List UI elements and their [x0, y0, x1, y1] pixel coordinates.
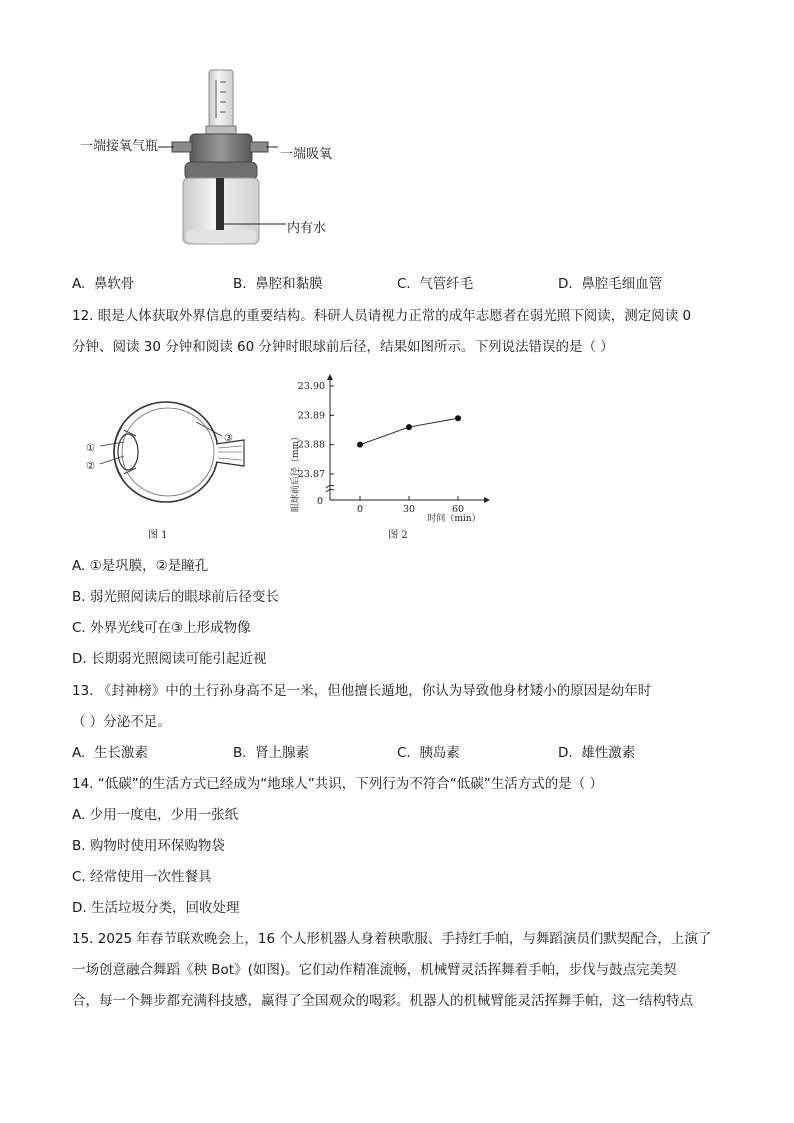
q15-line1: 15. 2025 年春节联欢晚会上，16 个人形机器人身着秧歌服、手持红手帕，与舞蹈演员们默契配合，上演了 [72, 931, 712, 947]
q13-option-d[interactable] [558, 743, 635, 763]
q12-option-d[interactable]: D. 长期弱光照阅读可能引起近视 [72, 651, 267, 667]
q14-option-a[interactable]: A. 少用一度电，少用一张纸 [72, 807, 239, 823]
q11-option-c[interactable] [397, 274, 473, 294]
option-text: 胰岛素 [419, 745, 460, 761]
q13-stem-line2: （ ）分泌不足。 [72, 714, 171, 730]
eye-label-2: ② [86, 461, 95, 472]
chart-y-axis-label: 眼球前后径（mm） [291, 431, 301, 513]
q14-option-b[interactable]: B. 购物时使用环保购物袋 [72, 838, 225, 854]
q12-option-a[interactable]: A. ①是巩膜，②是瞳孔 [72, 558, 209, 574]
chart-x-axis-label: 时间（min） [427, 514, 481, 524]
chart-x-tick-label: 60 [451, 504, 465, 515]
eye-diagram-figure [84, 374, 254, 544]
q13-option-b[interactable] [233, 743, 309, 763]
chart-svg [286, 374, 506, 544]
q12-stem-line1: 12. 眼是人体获取外界信息的重要结构。科研人员请视力正常的成年志愿者在弱光照下阅读，测定阅读 0 [72, 308, 692, 324]
eye-length-chart [286, 374, 506, 544]
q11-option-a[interactable] [72, 274, 134, 294]
q12-option-c[interactable]: C. 外界光线可在③上形成物像 [72, 620, 251, 636]
q14-stem: 14. “低碳”的生活方式已经成为“地球人”共识，下列行为不符合“低碳”生活方式的是（ ） [72, 776, 604, 792]
eye-label-3: ③ [224, 433, 233, 444]
eye-diagram [84, 374, 254, 544]
humidifier-bottle-illustration [70, 62, 390, 252]
chart-y-tick-label: 23.90 [297, 381, 325, 392]
chart-y-tick-label: 23.88 [297, 439, 325, 451]
q14-option-d[interactable]: D. 生活垃圾分类，回收处理 [72, 900, 240, 916]
option-text: 生长激素 [93, 745, 148, 761]
option-letter: C. [397, 276, 411, 292]
option-letter: D. [558, 745, 573, 761]
q11-option-b[interactable] [233, 274, 323, 294]
q12-option-b[interactable]: B. 弱光照阅读后的眼球前后径变长 [72, 589, 279, 605]
q13-stem-line1: 13. 《封神榜》中的土行孙身高不足一米，但他擅长遁地，你认为导致他身材矮小的原因是幼年时 [72, 683, 652, 699]
chart-series-line [360, 418, 458, 444]
q11-option-d[interactable] [558, 274, 662, 294]
eye-label-1: ① [86, 443, 95, 454]
q13-option-c[interactable] [397, 743, 460, 763]
chart-axes [298, 374, 490, 515]
q13-option-a[interactable] [72, 743, 148, 763]
chart-data-point [406, 424, 412, 430]
option-letter: C. [397, 745, 411, 761]
chart-x-axis-arrow [484, 497, 490, 503]
chart-data-point [455, 415, 461, 421]
q12-stem-line2: 分钟、阅读 30 分钟和阅读 60 分钟时眼球前后径，结果如图所示。下列说法错误的是（ ） [72, 339, 614, 355]
label-water-inside: 内有水 [287, 221, 327, 236]
option-text: 鼻腔毛细血管 [581, 276, 663, 292]
chart-origin-label: 0 [316, 496, 324, 507]
chart-y-tick-label: 23.89 [297, 410, 325, 422]
option-letter: A. [72, 745, 86, 761]
option-text: 气管纤毛 [419, 276, 474, 292]
q15-line3: 合，每一个舞步都充满科技感，赢得了全国观众的喝彩。机器人的机械臂能灵活挥舞手帕，这一结构特点 [72, 993, 693, 1009]
option-text: 鼻腔和黏膜 [255, 276, 323, 292]
label-oxygen-bottle-end: 一端接氧气瓶 [80, 139, 159, 154]
label-inhale-end: 一端吸氧 [280, 147, 333, 162]
humidifier-figure [70, 62, 390, 252]
option-text: 鼻软骨 [93, 276, 135, 292]
option-letter: B. [233, 276, 247, 292]
q14-option-c[interactable]: C. 经常使用一次性餐具 [72, 869, 212, 885]
q15-line2: 一场创意融合舞蹈《秧 Bot》(如图)。它们动作精准流畅，机械臂灵活挥舞着手帕，步伐与鼓点完美契 [72, 962, 677, 978]
option-text: 肾上腺素 [255, 745, 310, 761]
figure-2-caption: 图 2 [388, 530, 408, 541]
option-letter: B. [233, 745, 247, 761]
figure-1-caption: 图 1 [148, 530, 168, 541]
chart-x-tick-label: 0 [356, 504, 364, 515]
chart-y-axis-arrow [327, 374, 333, 380]
option-letter: A. [72, 276, 86, 292]
option-letter: D. [558, 276, 573, 292]
chart-x-tick-label: 30 [402, 504, 416, 515]
chart-data-point [357, 442, 363, 448]
chart-y-tick-label: 23.87 [297, 469, 325, 480]
option-text: 雄性激素 [581, 745, 636, 761]
chart-marks [357, 415, 461, 447]
